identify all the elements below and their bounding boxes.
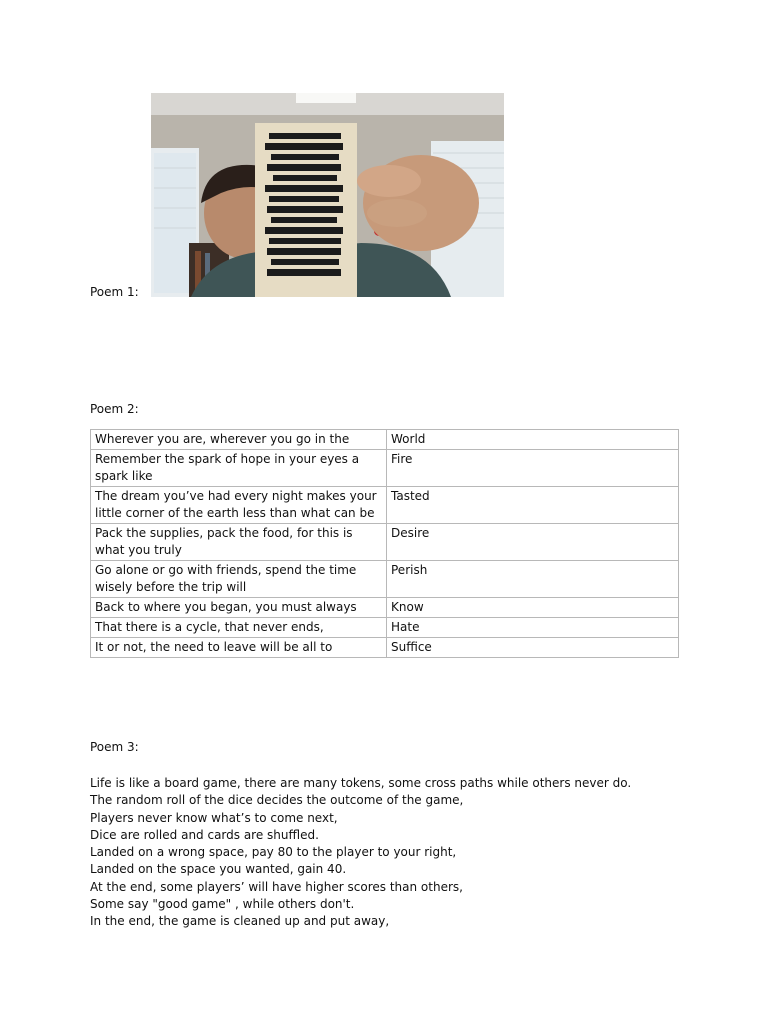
poem-line-cell: Pack the supplies, pack the food, for this is what you truly: [91, 524, 387, 561]
word-cell: Perish: [387, 561, 679, 598]
poem-line: Dice are rolled and cards are shuffled.: [90, 827, 319, 842]
poem-line: Some say "good game" , while others don't.: [90, 897, 355, 912]
blackout-poem-photo: [151, 93, 504, 297]
table-row: [91, 430, 679, 450]
word-cell: Desire: [387, 524, 679, 561]
table-row: [91, 524, 679, 561]
poem-line: Landed on the space you wanted, gain 40.: [90, 862, 347, 877]
poem-line-cell: The dream you’ve had every night makes your little corner of the earth less than what can be: [91, 487, 387, 524]
poem-line: Players never know what’s to come next,: [90, 810, 338, 825]
poem-line-cell: That there is a cycle, that never ends,: [91, 618, 387, 638]
word-cell: Tasted: [387, 487, 679, 524]
word-cell: Fire: [387, 450, 679, 487]
poem-line-cell: Wherever you are, wherever you go in the: [91, 430, 387, 450]
table-row: [91, 450, 679, 487]
word-cell: Know: [387, 598, 679, 618]
poem-1-photo: [151, 93, 504, 297]
poem-line: At the end, some players’ will have higher scores than others,: [90, 879, 463, 894]
poem-1-label: Poem 1:: [90, 285, 139, 299]
word-cell: World: [387, 430, 679, 450]
poem-3-text: [90, 775, 631, 931]
table-row: [91, 618, 679, 638]
poem-3-label: Poem 3:: [90, 740, 139, 754]
word-cell: Suffice: [387, 638, 679, 658]
poem-2-table: [90, 429, 679, 658]
table-row: [91, 487, 679, 524]
poem-line: In the end, the game is cleaned up and put away,: [90, 914, 390, 929]
word-cell: Hate: [387, 618, 679, 638]
poem-line: Landed on a wrong space, pay 80 to the player to your right,: [90, 845, 457, 860]
poem-line: Life is like a board game, there are many tokens, some cross paths while others never do.: [90, 776, 632, 790]
table-row: [91, 598, 679, 618]
poem-line: The random roll of the dice decides the outcome of the game,: [90, 793, 464, 808]
poem-line-cell: Remember the spark of hope in your eyes a spark like: [91, 450, 387, 487]
poem-line-cell: Back to where you began, you must always: [91, 598, 387, 618]
poem-line-cell: Go alone or go with friends, spend the time wisely before the trip will: [91, 561, 387, 598]
poem-line-cell: It or not, the need to leave will be all to: [91, 638, 387, 658]
table-row: [91, 638, 679, 658]
table-row: [91, 561, 679, 598]
poem-2-label: Poem 2:: [90, 402, 139, 416]
